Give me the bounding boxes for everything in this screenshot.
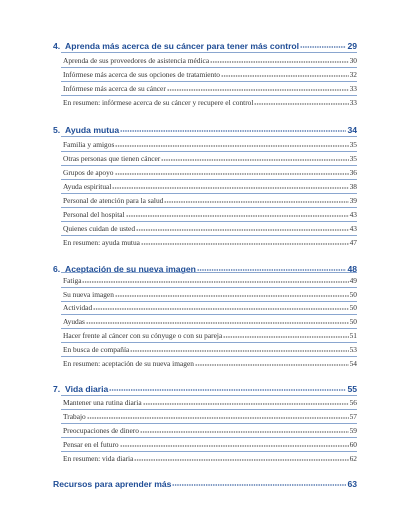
chapter-title: Ayuda mutua (65, 124, 120, 135)
entry-page: 30 (349, 56, 357, 66)
chapter-title: Vida diaria (65, 383, 109, 394)
toc-entry[interactable] (63, 224, 357, 233)
entry-label: Otras personas que tienen cáncer (63, 154, 161, 164)
divider (61, 207, 357, 208)
entry-page: 33 (349, 84, 357, 94)
dot-leader (197, 263, 347, 272)
entry-page: 49 (349, 276, 357, 286)
toc-entry[interactable] (63, 398, 357, 407)
toc-entry[interactable] (63, 331, 357, 340)
entry-page: 50 (349, 290, 357, 300)
entry-page: 50 (349, 303, 357, 313)
dot-leader (120, 124, 346, 133)
toc-entry[interactable] (63, 290, 357, 299)
entry-page: 50 (349, 317, 357, 327)
toc-entry[interactable] (63, 168, 357, 177)
toc-entry[interactable] (63, 98, 357, 107)
chapter-number: 5. (53, 124, 61, 135)
entry-label: Aprenda de sus proveedores de asistencia médica (63, 56, 210, 66)
dot-leader (115, 140, 348, 147)
entry-page: 35 (349, 154, 357, 164)
divider (61, 165, 357, 166)
divider (61, 301, 357, 302)
toc-entry[interactable] (63, 56, 357, 65)
toc-entry[interactable] (63, 454, 357, 463)
entry-label: En busca de compañía (63, 345, 130, 355)
entry-label: Infórmese más acerca de sus opciones de tratamiento (63, 70, 220, 80)
entry-page: 43 (349, 210, 357, 220)
dot-leader (195, 359, 349, 366)
entry-label: Familia y amigos (63, 140, 115, 150)
entry-label: Hacer frente al cáncer con su cónyuge o con su pareja (63, 331, 223, 341)
entry-page: 54 (349, 359, 357, 369)
entry-label: Personal de atención para la salud (63, 196, 164, 206)
toc-entry[interactable] (63, 412, 357, 421)
toc-entry[interactable] (63, 70, 357, 79)
dot-leader (223, 331, 348, 338)
dot-leader (86, 317, 349, 324)
entry-label: En resumen: infórmese acerca de su cáncer y recupere el control (63, 98, 254, 108)
divider (61, 395, 357, 396)
dot-leader (87, 412, 349, 419)
dot-leader (167, 84, 349, 91)
entry-page: 57 (349, 412, 357, 422)
dot-leader (112, 182, 348, 189)
dot-leader (221, 70, 349, 77)
dot-leader (82, 276, 348, 283)
toc-entry[interactable] (63, 426, 357, 435)
resources-page: 63 (347, 478, 357, 489)
entry-label: Su nueva imagen (63, 290, 114, 300)
entry-label: Ayudas (63, 317, 85, 327)
dot-leader (210, 56, 348, 63)
entry-label: Fatiga (63, 276, 82, 286)
dot-leader (254, 98, 348, 105)
dot-leader (120, 440, 349, 447)
toc-resources[interactable] (53, 478, 357, 489)
chapter-number: 7. (53, 383, 61, 394)
entry-label: Ayuda espiritual (63, 182, 112, 192)
toc-entry[interactable] (63, 359, 357, 368)
entry-label: Actividad (63, 303, 93, 313)
chapter-page: 34 (347, 124, 357, 135)
divider (61, 67, 357, 68)
divider (61, 342, 357, 343)
entry-label: Grupos de apoyo (63, 168, 114, 178)
toc-chapter-4[interactable] (53, 40, 357, 51)
divider (61, 221, 357, 222)
dot-leader (300, 40, 346, 49)
chapter-page: 48 (347, 263, 357, 274)
chapter-title: Aceptación de su nueva imagen (65, 263, 196, 274)
dot-leader (126, 210, 349, 217)
divider (61, 356, 357, 357)
dot-leader (93, 303, 348, 310)
divider (61, 423, 357, 424)
entry-page: 36 (349, 168, 357, 178)
entry-label: Preocupaciones de dinero (63, 426, 139, 436)
divider (61, 179, 357, 180)
entry-label: Pensar en el futuro (63, 440, 119, 450)
toc-entry[interactable] (63, 238, 357, 247)
dot-leader (130, 345, 348, 352)
toc-entry[interactable] (63, 303, 357, 312)
entry-label: Mantener una rutina diaria (63, 398, 142, 408)
divider (61, 437, 357, 438)
divider (61, 136, 357, 137)
entry-page: 59 (349, 426, 357, 436)
entry-label: En resumen: aceptación de su nueva imagen (63, 359, 194, 369)
entry-page: 60 (349, 440, 357, 450)
toc-chapter-7[interactable] (53, 383, 357, 394)
chapter-number: 6. (53, 263, 61, 274)
entry-page: 39 (349, 196, 357, 206)
dot-leader (136, 224, 349, 231)
toc-entry[interactable] (63, 345, 357, 354)
dot-leader (164, 196, 348, 203)
toc-entry[interactable] (63, 276, 357, 285)
chapter-number: 4. (53, 40, 61, 51)
entry-page: 43 (349, 224, 357, 234)
entry-page: 35 (349, 140, 357, 150)
toc-entry[interactable] (63, 210, 357, 219)
entry-label: Trabajo (63, 412, 86, 422)
entry-page: 47 (349, 238, 357, 248)
dot-leader (134, 454, 348, 461)
divider (61, 81, 357, 82)
dot-leader (141, 238, 349, 245)
toc-entry[interactable] (63, 317, 357, 326)
entry-page: 33 (349, 98, 357, 108)
chapter-page: 29 (347, 40, 357, 51)
dot-leader (109, 383, 346, 392)
divider (61, 451, 357, 452)
entry-page: 62 (349, 454, 357, 464)
entry-label: Infórmese más acerca de su cáncer (63, 84, 166, 94)
divider (61, 235, 357, 236)
divider (61, 52, 357, 53)
chapter-title: Aprenda más acerca de su cáncer para tener más control (65, 40, 300, 51)
divider (61, 287, 357, 288)
toc-entry[interactable] (63, 440, 357, 449)
divider (61, 193, 357, 194)
entry-label: En resumen: ayuda mutua (63, 238, 140, 248)
toc-entry[interactable] (63, 154, 357, 163)
resources-title: Recursos para aprender más (53, 478, 172, 489)
toc-entry[interactable] (63, 182, 357, 191)
entry-label: Quienes cuidan de usted (63, 224, 136, 234)
toc-entry[interactable] (63, 140, 357, 149)
entry-page: 38 (349, 182, 357, 192)
dot-leader (172, 478, 346, 487)
divider (61, 328, 357, 329)
dot-leader (115, 168, 349, 175)
dot-leader (161, 154, 348, 161)
chapter-page: 55 (347, 383, 357, 394)
toc-entry[interactable] (63, 84, 357, 93)
divider (61, 151, 357, 152)
divider (61, 409, 357, 410)
entry-page: 32 (349, 70, 357, 80)
dot-leader (115, 290, 349, 297)
divider (61, 314, 357, 315)
entry-label: Personal del hospital (63, 210, 125, 220)
divider (61, 95, 357, 96)
dot-leader (140, 426, 349, 433)
dot-leader (143, 398, 349, 405)
toc-chapter-5[interactable] (53, 124, 357, 135)
toc-entry[interactable] (63, 196, 357, 205)
divider (61, 272, 357, 273)
entry-page: 51 (349, 331, 357, 341)
entry-page: 53 (349, 345, 357, 355)
entry-page: 56 (349, 398, 357, 408)
entry-label: En resumen: vida diaria (63, 454, 134, 464)
